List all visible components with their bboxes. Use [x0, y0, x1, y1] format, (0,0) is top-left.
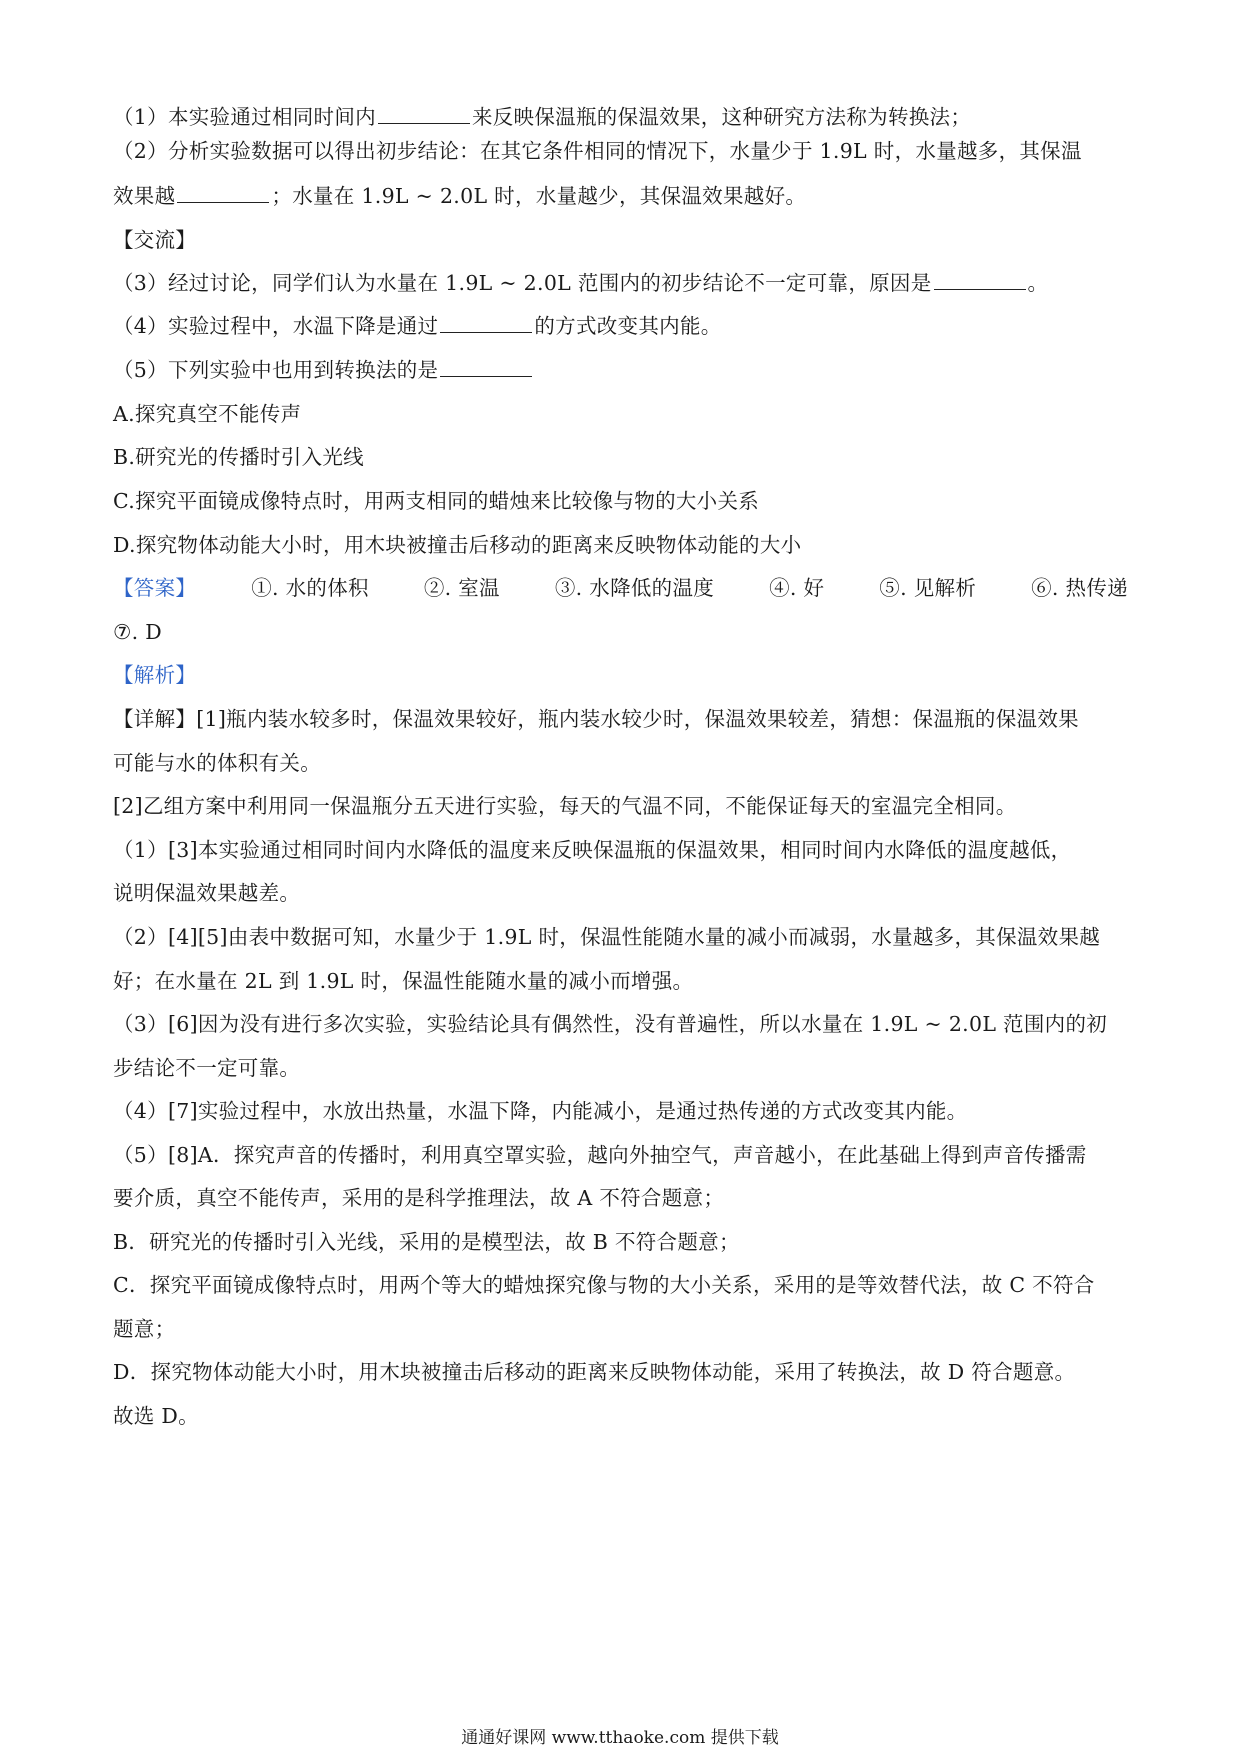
answer-blank: [934, 269, 1026, 290]
analysis-line: B．研究光的传播时引入光线，采用的是模型法，故 B 不符合题意；: [113, 1230, 740, 1254]
analysis-line: C．探究平面镜成像特点时，用两个等大的蜡烛探究像与物的大小关系，采用的是等效替代法，故 C 不符合: [113, 1273, 1095, 1297]
question-text: 效果越: [113, 184, 176, 208]
question-text: ；水量在 1.9L ~ 2.0L 时，水量越少，其保温效果越好。: [271, 184, 807, 208]
answer-blank: [378, 103, 470, 124]
answer-item: ②. 室温: [423, 576, 500, 600]
question-text: （4）实验过程中，水温下降是通过: [113, 314, 439, 338]
question-1: [113, 102, 1128, 132]
exchange-heading: 【交流】: [113, 228, 197, 252]
analysis-line: 步结论不一定可靠。: [113, 1056, 301, 1080]
question-2-line-2: [113, 181, 1128, 211]
analysis-line: 【详解】[1]瓶内装水较多时，保温效果较好，瓶内装水较少时，保温效果较差，猜想：保温瓶的保温效果: [113, 707, 1079, 731]
analysis-line: （3）[6]因为没有进行多次实验，实验结论具有偶然性，没有普遍性，所以水量在 1.9L ~ 2.0L 范围内的初: [113, 1012, 1108, 1036]
analysis-line: （1）[3]本实验通过相同时间内水降低的温度来反映保温瓶的保温效果，相同时间内水降低的温度越低，: [113, 838, 1072, 862]
answer-blank: [440, 312, 532, 333]
question-5: [113, 355, 1128, 385]
answer-blank: [440, 356, 532, 377]
answer-last: ⑦. D: [113, 620, 163, 644]
analysis-line: 可能与水的体积有关。: [113, 751, 321, 775]
analysis-line: （4）[7]实验过程中，水放出热量，水温下降，内能减小，是通过热传递的方式改变其内能。: [113, 1099, 968, 1123]
question-text: （3）经过讨论，同学们认为水量在 1.9L ~ 2.0L 范围内的初步结论不一定可靠，原因是: [113, 271, 932, 295]
analysis-label: 【解析】: [113, 663, 197, 687]
analysis-line: 题意；: [113, 1317, 176, 1341]
answer-blank: [177, 182, 269, 203]
option-c: C.探究平面镜成像特点时，用两支相同的蜡烛来比较像与物的大小关系: [113, 489, 760, 513]
question-text: 来反映保温瓶的保温效果，这种研究方法称为转换法；: [471, 105, 972, 129]
answer-item: ⑤. 见解析: [879, 576, 977, 600]
question-4: [113, 311, 1128, 341]
option-b: B.研究光的传播时引入光线: [113, 445, 364, 469]
answer-item: ⑥. 热传递: [1031, 576, 1128, 600]
answer-item: ③. 水降低的温度: [554, 576, 715, 600]
analysis-line: 好；在水量在 2L 到 1.9L 时，保温性能随水量的减小而增强。: [113, 969, 694, 993]
question-text: （5）下列实验中也用到转换法的是: [113, 358, 439, 382]
option-a: A.探究真空不能传声: [113, 402, 302, 426]
question-2-line-1: （2）分析实验数据可以得出初步结论：在其它条件相同的情况下，水量少于 1.9L 时，水量越多，其保温: [113, 139, 1082, 163]
answer-item: ④. 好: [769, 576, 825, 600]
analysis-line: 说明保温效果越差。: [113, 881, 301, 905]
question-text: （1）本实验通过相同时间内: [113, 105, 376, 129]
option-d: D.探究物体动能大小时，用木块被撞击后移动的距离来反映物体动能的大小: [113, 533, 802, 557]
analysis-line: [2]乙组方案中利用同一保温瓶分五天进行实验，每天的气温不同，不能保证每天的室温完全相同。: [113, 794, 1017, 818]
analysis-line: 要介质，真空不能传声，采用的是科学推理法，故 A 不符合题意；: [113, 1186, 725, 1210]
answer-item: ①. 水的体积: [251, 576, 369, 600]
answer-row: [113, 573, 1128, 603]
answer-label: 【答案】: [113, 576, 197, 600]
footer-text: 通通好课网 www.tthaoke.com 提供下载: [461, 1728, 779, 1748]
analysis-line: （5）[8]A．探究声音的传播时，利用真空罩实验，越向外抽空气，声音越小，在此基础上得到声音传播需: [113, 1143, 1087, 1167]
analysis-line: D．探究物体动能大小时，用木块被撞击后移动的距离来反映物体动能，采用了转换法，故 D 符合题意。: [113, 1360, 1076, 1384]
question-text: 。: [1027, 271, 1049, 295]
analysis-line: （2）[4][5]由表中数据可知，水量少于 1.9L 时，保温性能随水量的减小而减弱，水量越多，其保温效果越: [113, 925, 1101, 949]
analysis-line: 故选 D。: [113, 1404, 199, 1428]
question-text: 的方式改变其内能。: [534, 314, 722, 338]
question-3: [113, 268, 1128, 298]
